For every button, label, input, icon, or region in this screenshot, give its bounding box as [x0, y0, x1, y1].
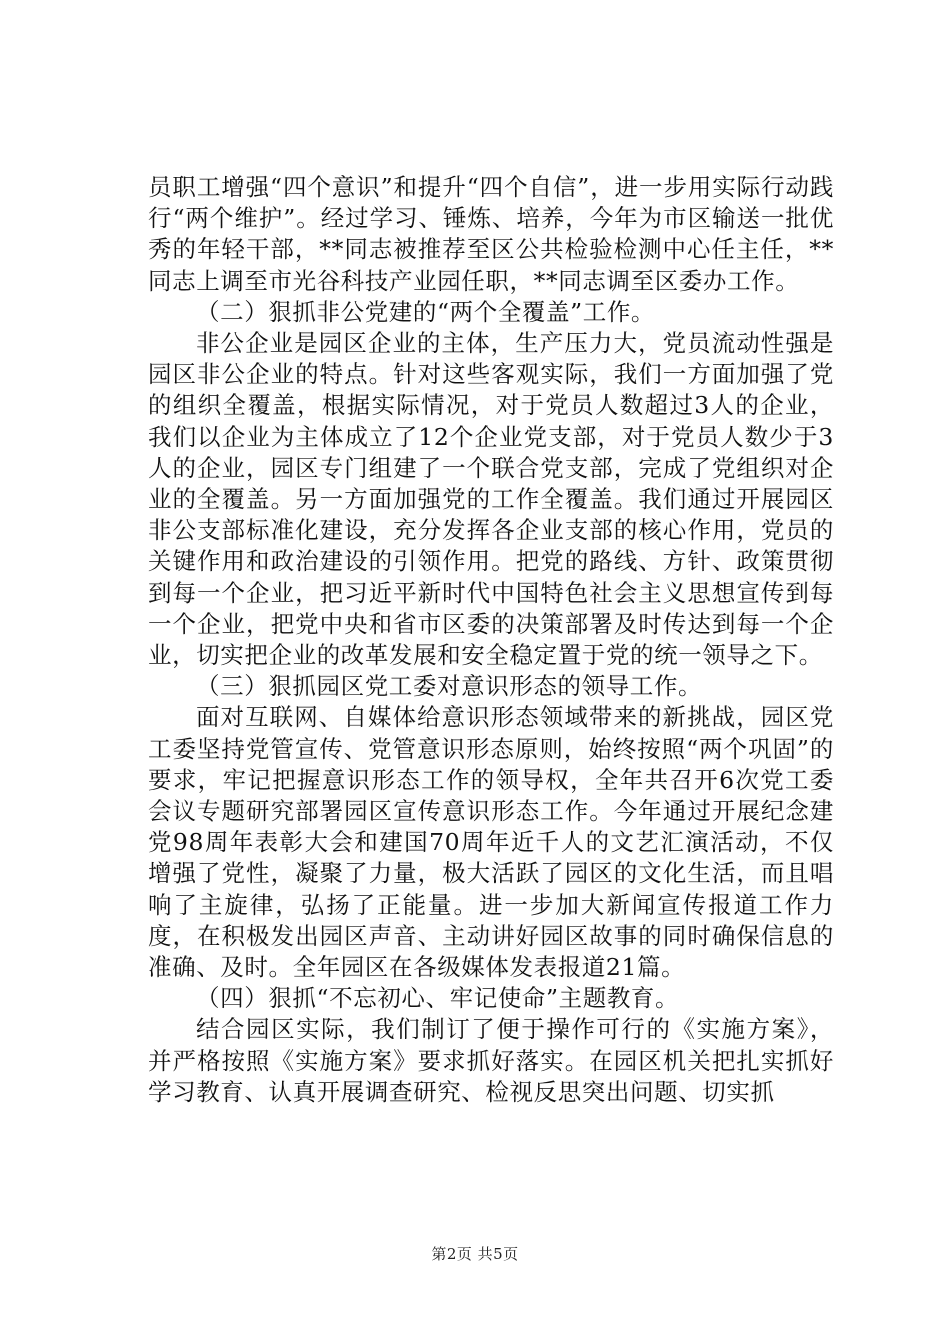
- section-heading-3: （三）狠抓园区党工委对意识形态的领导工作。: [196, 672, 703, 701]
- paragraph-non-public-party-building: 非公企业是园区企业的主体，生产压力大，党员流动性强是园区非公企业的特点。针对这些客观实际，我们一方面加强了党的组织全覆盖，根据实际情况，对于党员人数超过3人的企业，我们以企业为主体成立了12个企业党支部，对于党员人数少于3人的企业，园区专门组建了一个联合党支部，完成了党组织对企业的全覆盖。另一方面加强党的工作全覆盖。我们通过开展园区非公支部标准化建设，充分发挥各企业支部的核心作用，党员的关键作用和政治建设的引领作用。把党的路线、方针、政策贯彻到每一个企业，把习近平新时代中国特色社会主义思想宣传到每一个企业，把党中央和省市区委的决策部署及时传达到每一个企业，切实把企业的改革发展和安全稳定置于党的统一领导之下。: [148, 329, 834, 670]
- paragraph-ideology-work: 面对互联网、自媒体给意识形态领域带来的新挑战，园区党工委坚持党管宣传、党管意识形态原则，始终按照“两个巩固”的要求，牢记把握意识形态工作的领导权，全年共召开6次党工委会议专题研究部署园区宣传意识形态工作。今年通过开展纪念建党98周年表彰大会和建国70周年近千人的文艺汇演活动，不仅增强了党性，凝聚了力量，极大活跃了园区的文化生活，而且唱响了主旋律，弘扬了正能量。进一步加大新闻宣传报道工作力度，在积极发出园区声音、主动讲好园区故事的同时确保信息的准确、及时。全年园区在各级媒体发表报道21篇。: [148, 703, 834, 982]
- paragraph-theme-education: 结合园区实际，我们制订了便于操作可行的《实施方案》，并严格按照《实施方案》要求抓好落实。在园区机关把扎实抓好学习教育、认真开展调查研究、检视反思突出问题、切实抓: [148, 1015, 834, 1106]
- section-heading-4: （四）狠抓“不忘初心、牢记使命”主题教育。: [196, 984, 680, 1013]
- section-heading-2: （二）狠抓非公党建的“两个全覆盖”工作。: [196, 297, 656, 326]
- paragraph-continuation: 员职工增强“四个意识”和提升“四个自信”，进一步用实际行动践行“两个维护”。经过学习、锤炼、培养，今年为市区输送一批优秀的年轻干部，**同志被推荐至区公共检验检测中心任主任，**同志上调至市光谷科技产业园任职，**同志调至区委办工作。: [148, 173, 834, 295]
- document-body: [148, 172, 834, 1108]
- page-footer: 第2页 共5页: [431, 1245, 519, 1263]
